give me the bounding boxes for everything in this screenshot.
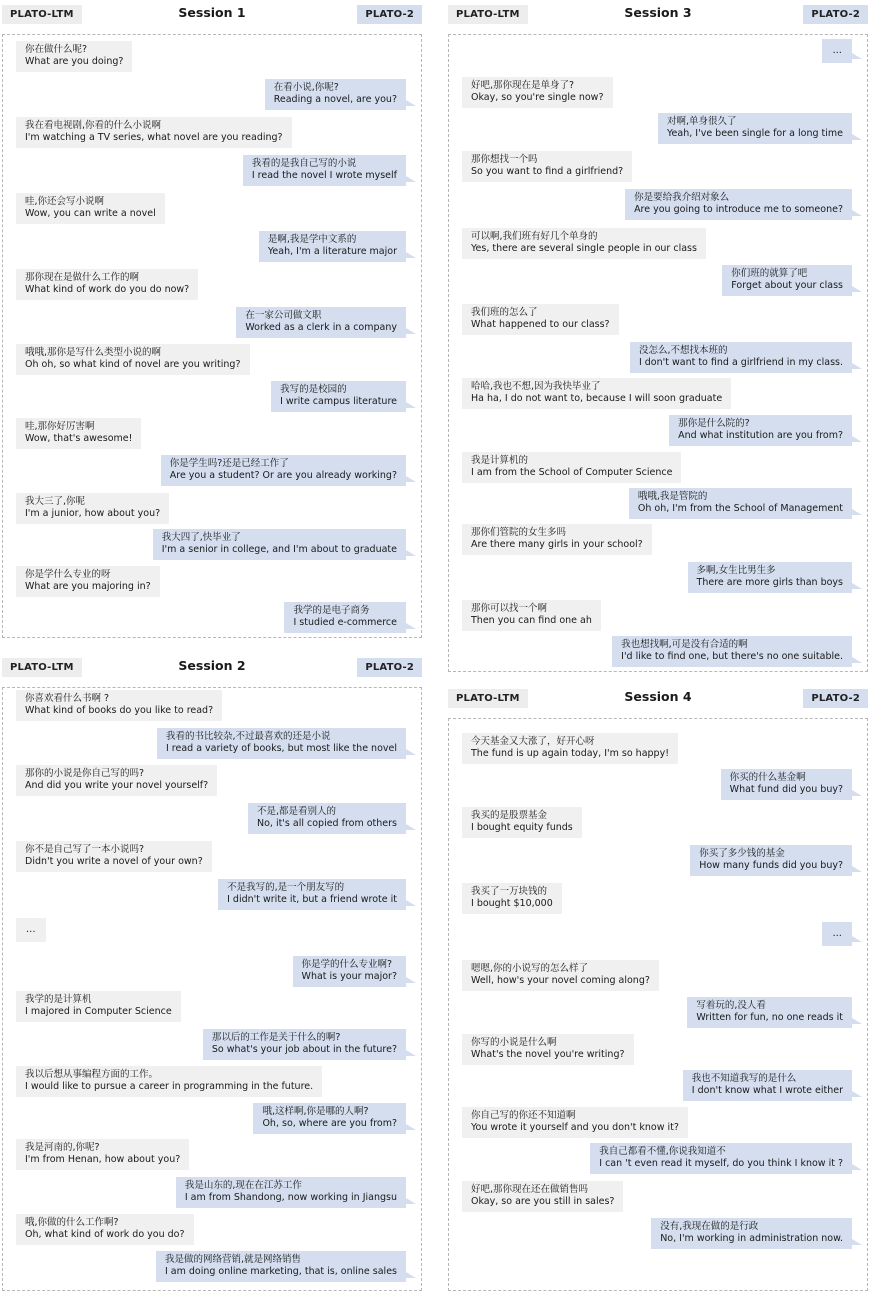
english-text: No, it's all copied from others (256, 818, 397, 829)
plato-2-label: PLATO-2 (803, 5, 868, 24)
user-message-bubble (16, 493, 169, 524)
english-text: What kind of books do you like to read? (25, 705, 214, 716)
chinese-text: 写着玩的,没人看 (696, 1000, 766, 1011)
chinese-text: 我也想找啊,可是没有合适的啊 (621, 639, 748, 650)
chinese-text: 你是学生吗?还是已经工作了 (169, 458, 289, 469)
chinese-text: 哦哦,我是管院的 (637, 491, 708, 502)
english-text: The fund is up again today, I'm so happy! (471, 748, 670, 759)
bot-message-bubble (651, 1218, 852, 1249)
chinese-text: 那你是什么院的? (678, 418, 750, 429)
user-message-bubble (16, 918, 46, 942)
user-message-bubble (462, 733, 678, 764)
chinese-text: 可以啊,我们班有好几个单身的 (471, 231, 598, 242)
chinese-text: 我大四了,快毕业了 (161, 532, 241, 543)
english-text: What's the novel you're writing? (471, 1049, 625, 1060)
chinese-text: 你喜欢看什么书啊 ? (25, 693, 110, 704)
plato-ltm-label: PLATO-LTM (448, 5, 528, 24)
user-message-bubble (462, 524, 652, 555)
english-text: I'm a junior, how about you? (25, 508, 161, 519)
english-text: What is your major? (301, 971, 397, 982)
english-text: Yes, there are several single people in our class (471, 243, 697, 254)
chinese-text: 你在做什么呢? (25, 44, 88, 55)
user-message-bubble (16, 193, 165, 224)
english-text: Okay, so you're single now? (471, 92, 604, 103)
chinese-text: 我是河南的,你呢? (25, 1142, 100, 1153)
user-message-bubble (462, 1107, 688, 1138)
bot-message-bubble (625, 189, 852, 220)
english-text: So you want to find a girlfriend? (471, 166, 624, 177)
bot-message-bubble (271, 381, 406, 412)
bot-message-bubble (690, 845, 852, 876)
user-message-bubble (16, 765, 217, 796)
chinese-text: 我看的是我自己写的小说 (251, 158, 357, 169)
session-panel-2 (2, 655, 422, 1291)
english-text: No, I'm working in administration now. (660, 1233, 843, 1244)
chinese-text: 那你想找一个吗 (471, 154, 538, 165)
english-text: I can 't even read it myself, do you think I know it ? (599, 1158, 843, 1169)
plato-2-label: PLATO-2 (803, 689, 868, 708)
user-message-bubble (462, 1181, 623, 1212)
user-message-bubble (16, 991, 181, 1022)
plato-ltm-label: PLATO-LTM (2, 658, 82, 677)
user-message-bubble (16, 566, 160, 597)
english-text: Oh, what kind of work do you do? (25, 1229, 185, 1240)
english-text: I am from Shandong, now working in Jiangsu (184, 1192, 397, 1203)
bot-message-bubble (721, 769, 852, 800)
chinese-text: 嗯嗯,你的小说写的怎么样了 (471, 963, 589, 974)
user-message-bubble (462, 883, 562, 914)
ellipsis-text: ... (26, 924, 36, 935)
session-panel-3 (448, 2, 868, 672)
ellipsis-text: ... (832, 45, 842, 56)
chinese-text: 我们班的怎么了 (471, 307, 538, 318)
user-message-bubble (462, 304, 619, 335)
chinese-text: 我看的书比较杂,不过最喜欢的还是小说 (165, 731, 331, 742)
bot-message-bubble (156, 1251, 406, 1282)
chinese-text: 在一家公司做文职 (245, 310, 322, 321)
english-text: I don't want to find a girlfriend in my class. (638, 357, 843, 368)
english-text: Forget about your class (731, 280, 843, 291)
chinese-text: 多啊,女生比男生多 (696, 565, 776, 576)
english-text: Well, how's your novel coming along? (471, 975, 650, 986)
bot-message-bubble (822, 39, 852, 63)
user-message-bubble (462, 960, 659, 991)
chinese-text: 哇,那你好厉害啊 (25, 421, 95, 432)
bot-message-bubble (236, 307, 406, 338)
chinese-text: 我学的是电子商务 (293, 605, 370, 616)
chinese-text: 那你现在是做什么工作的啊 (25, 272, 140, 283)
chinese-text: 在看小说,你呢? (273, 82, 339, 93)
bot-message-bubble (284, 602, 406, 633)
english-text: Oh oh, I'm from the School of Management (637, 503, 843, 514)
chinese-text: 哇,你还会写小说啊 (25, 196, 105, 207)
bot-message-bubble (243, 155, 406, 186)
english-text: And did you write your novel yourself? (25, 780, 209, 791)
ellipsis-text: ... (832, 928, 842, 939)
plato-ltm-label: PLATO-LTM (2, 5, 82, 24)
chinese-text: 对啊,单身很久了 (667, 116, 737, 127)
user-message-bubble (462, 600, 601, 631)
chinese-text: 我在看电视剧,你看的什么小说啊 (25, 120, 162, 131)
user-message-bubble (16, 117, 292, 148)
user-message-bubble (16, 269, 198, 300)
session-title: Session 4 (624, 689, 692, 704)
plato-2-label: PLATO-2 (357, 658, 422, 677)
english-text: Reading a novel, are you? (273, 94, 397, 105)
chinese-text: 我也不知道我写的是什么 (691, 1073, 797, 1084)
english-text: Yeah, I'm a literature major (267, 246, 397, 257)
user-message-bubble (462, 807, 582, 838)
user-message-bubble (462, 77, 613, 108)
english-text: I write campus literature (280, 396, 397, 407)
chinese-text: 我学的是计算机 (25, 994, 92, 1005)
bot-message-bubble (293, 956, 406, 987)
chinese-text: 我写的是校园的 (280, 384, 347, 395)
english-text: How many funds did you buy? (699, 860, 843, 871)
user-message-bubble (462, 378, 731, 409)
chinese-text: 我买的是股票基金 (471, 810, 548, 821)
bot-message-bubble (265, 79, 406, 110)
chinese-text: 那你的小说是你自己写的吗? (25, 768, 145, 779)
session-header (2, 2, 422, 26)
english-text: I don't know what I wrote either (691, 1085, 843, 1096)
chinese-text: 好吧,那你现在是单身了? (471, 80, 575, 91)
chinese-text: 那你们管院的女生多吗 (471, 527, 567, 538)
chinese-text: 你是学什么专业的呀 (25, 569, 111, 580)
english-text: Are there many girls in your school? (471, 539, 643, 550)
user-message-bubble (16, 344, 250, 375)
user-message-bubble (16, 418, 141, 449)
english-text: So what's your job about in the future? (211, 1044, 397, 1055)
chinese-text: 好吧,那你现在还在做销售吗 (471, 1184, 589, 1195)
user-message-bubble (16, 41, 132, 72)
user-message-bubble (16, 841, 212, 872)
english-text: What fund did you buy? (729, 784, 843, 795)
chinese-text: 我是计算机的 (471, 455, 529, 466)
bot-message-bubble (630, 342, 852, 373)
session-title: Session 2 (178, 658, 246, 673)
english-text: Are you a student? Or are you already working? (169, 470, 397, 481)
user-message-bubble (462, 452, 681, 483)
bot-message-bubble (248, 803, 406, 834)
chinese-text: 没有,我现在做的是行政 (660, 1221, 759, 1232)
chinese-text: 你自己写的你还不知道啊 (471, 1110, 576, 1121)
session-panel-1 (2, 2, 422, 638)
english-text: I'm from Henan, how about you? (25, 1154, 181, 1165)
session-title: Session 3 (624, 5, 692, 20)
chinese-text: 我以后想从事编程方面的工作。 (25, 1069, 159, 1080)
english-text: And what institution are you from? (678, 430, 843, 441)
english-text: Wow, you can write a novel (25, 208, 156, 219)
session-header (448, 686, 868, 710)
bot-message-bubble (658, 113, 852, 144)
chinese-text: 你是要给我介绍对象么 (634, 192, 730, 203)
english-text: I read a variety of books, but most like the novel (165, 743, 397, 754)
english-text: What are you majoring in? (25, 581, 151, 592)
english-text: There are more girls than boys (696, 577, 843, 588)
english-text: I am doing online marketing, that is, online sales (164, 1266, 397, 1277)
english-text: Ha ha, I do not want to, because I will soon graduate (471, 393, 723, 404)
english-text: I bought $10,000 (471, 898, 553, 909)
session-title: Session 1 (178, 5, 246, 20)
chinese-text: 你买的什么基金啊 (729, 772, 806, 783)
user-message-bubble (462, 1034, 634, 1065)
english-text: I majored in Computer Science (25, 1006, 172, 1017)
bot-message-bubble (590, 1143, 852, 1174)
chinese-text: 今天基金又大涨了，好开心呀 (471, 736, 595, 747)
user-message-bubble (462, 151, 632, 182)
bot-message-bubble (153, 529, 406, 560)
bot-message-bubble (722, 265, 852, 296)
plato-ltm-label: PLATO-LTM (448, 689, 528, 708)
chinese-text: 哦哦,那你是写什么类型小说的啊 (25, 347, 162, 358)
english-text: Wow, that's awesome! (25, 433, 133, 444)
english-text: Are you going to introduce me to someone? (634, 204, 843, 215)
chinese-text: 那以后的工作是关于什么的啊? (211, 1032, 341, 1043)
english-text: I read the novel I wrote myself (251, 170, 397, 181)
english-text: You wrote it yourself and you don't know it? (471, 1122, 679, 1133)
chinese-text: 不是,都是看别人的 (256, 806, 337, 817)
chinese-text: 是啊,我是学中文系的 (267, 234, 357, 245)
bot-message-bubble (612, 636, 852, 667)
chinese-text: 你们班的就算了吧 (731, 268, 808, 279)
bot-message-bubble (683, 1070, 852, 1101)
english-text: I am from the School of Computer Science (471, 467, 673, 478)
user-message-bubble (16, 1214, 194, 1245)
english-text: What kind of work do you do now? (25, 284, 190, 295)
bot-message-bubble (629, 488, 852, 519)
english-text: I'm watching a TV series, what novel are you reading? (25, 132, 283, 143)
plato-2-label: PLATO-2 (357, 5, 422, 24)
english-text: Then you can find one ah (471, 615, 592, 626)
bot-message-bubble (669, 415, 852, 446)
user-message-bubble (16, 1066, 322, 1097)
chinese-text: 我是山东的,现在在江苏工作 (184, 1180, 302, 1191)
chinese-text: 那你可以找一个啊 (471, 603, 548, 614)
english-text: What happened to our class? (471, 319, 610, 330)
english-text: I'm a senior in college, and I'm about to graduate (161, 544, 397, 555)
bot-message-bubble (688, 562, 852, 593)
chinese-text: 不是我写的,是一个朋友写的 (227, 882, 345, 893)
session-panel-4 (448, 686, 868, 1291)
english-text: Oh, so, where are you from? (262, 1118, 397, 1129)
chinese-text: 哈哈,我也不想,因为我快毕业了 (471, 381, 601, 392)
bot-message-bubble (822, 922, 852, 946)
bot-message-bubble (203, 1029, 406, 1060)
english-text: Oh oh, so what kind of novel are you writing? (25, 359, 241, 370)
english-text: Written for fun, no one reads it (696, 1012, 843, 1023)
bot-message-bubble (259, 231, 406, 262)
english-text: What are you doing? (25, 56, 124, 67)
chinese-text: 你写的小说是什么啊 (471, 1037, 557, 1048)
session-header (2, 655, 422, 679)
user-message-bubble (16, 1139, 189, 1170)
english-text: Yeah, I've been single for a long time (667, 128, 843, 139)
chinese-text: 我自己都看不懂,你说我知道不 (599, 1146, 726, 1157)
bot-message-bubble (161, 455, 406, 486)
chinese-text: 哦,你做的什么工作啊? (25, 1217, 119, 1228)
bot-message-bubble (176, 1177, 406, 1208)
chinese-text: 没怎么,不想找本班的 (638, 345, 728, 356)
chinese-text: 你买了多少钱的基金 (699, 848, 785, 859)
chinese-text: 你是学的什么专业啊? (301, 959, 393, 970)
english-text: Worked as a clerk in a company (245, 322, 397, 333)
chinese-text: 我买了一万块钱的 (471, 886, 548, 897)
english-text: I would like to pursue a career in programming in the future. (25, 1081, 314, 1092)
chinese-text: 你不是自己写了一本小说吗? (25, 844, 145, 855)
english-text: I'd like to find one, but there's no one suitable. (621, 651, 843, 662)
session-header (448, 2, 868, 26)
bot-message-bubble (218, 879, 406, 910)
english-text: I studied e-commerce (293, 617, 397, 628)
chinese-text: 我是做的网络营销,就是网络销售 (164, 1254, 301, 1265)
english-text: Didn't you write a novel of your own? (25, 856, 203, 867)
english-text: I didn't write it, but a friend wrote it (227, 894, 397, 905)
english-text: I bought equity funds (471, 822, 573, 833)
bot-message-bubble (157, 728, 406, 759)
user-message-bubble (462, 228, 706, 259)
bot-message-bubble (253, 1103, 406, 1134)
english-text: Okay, so are you still in sales? (471, 1196, 615, 1207)
chinese-text: 我大三了,你呢 (25, 496, 86, 507)
user-message-bubble (16, 690, 222, 721)
chinese-text: 哦,这样啊,你是哪的人啊? (262, 1106, 369, 1117)
bot-message-bubble (687, 997, 852, 1028)
